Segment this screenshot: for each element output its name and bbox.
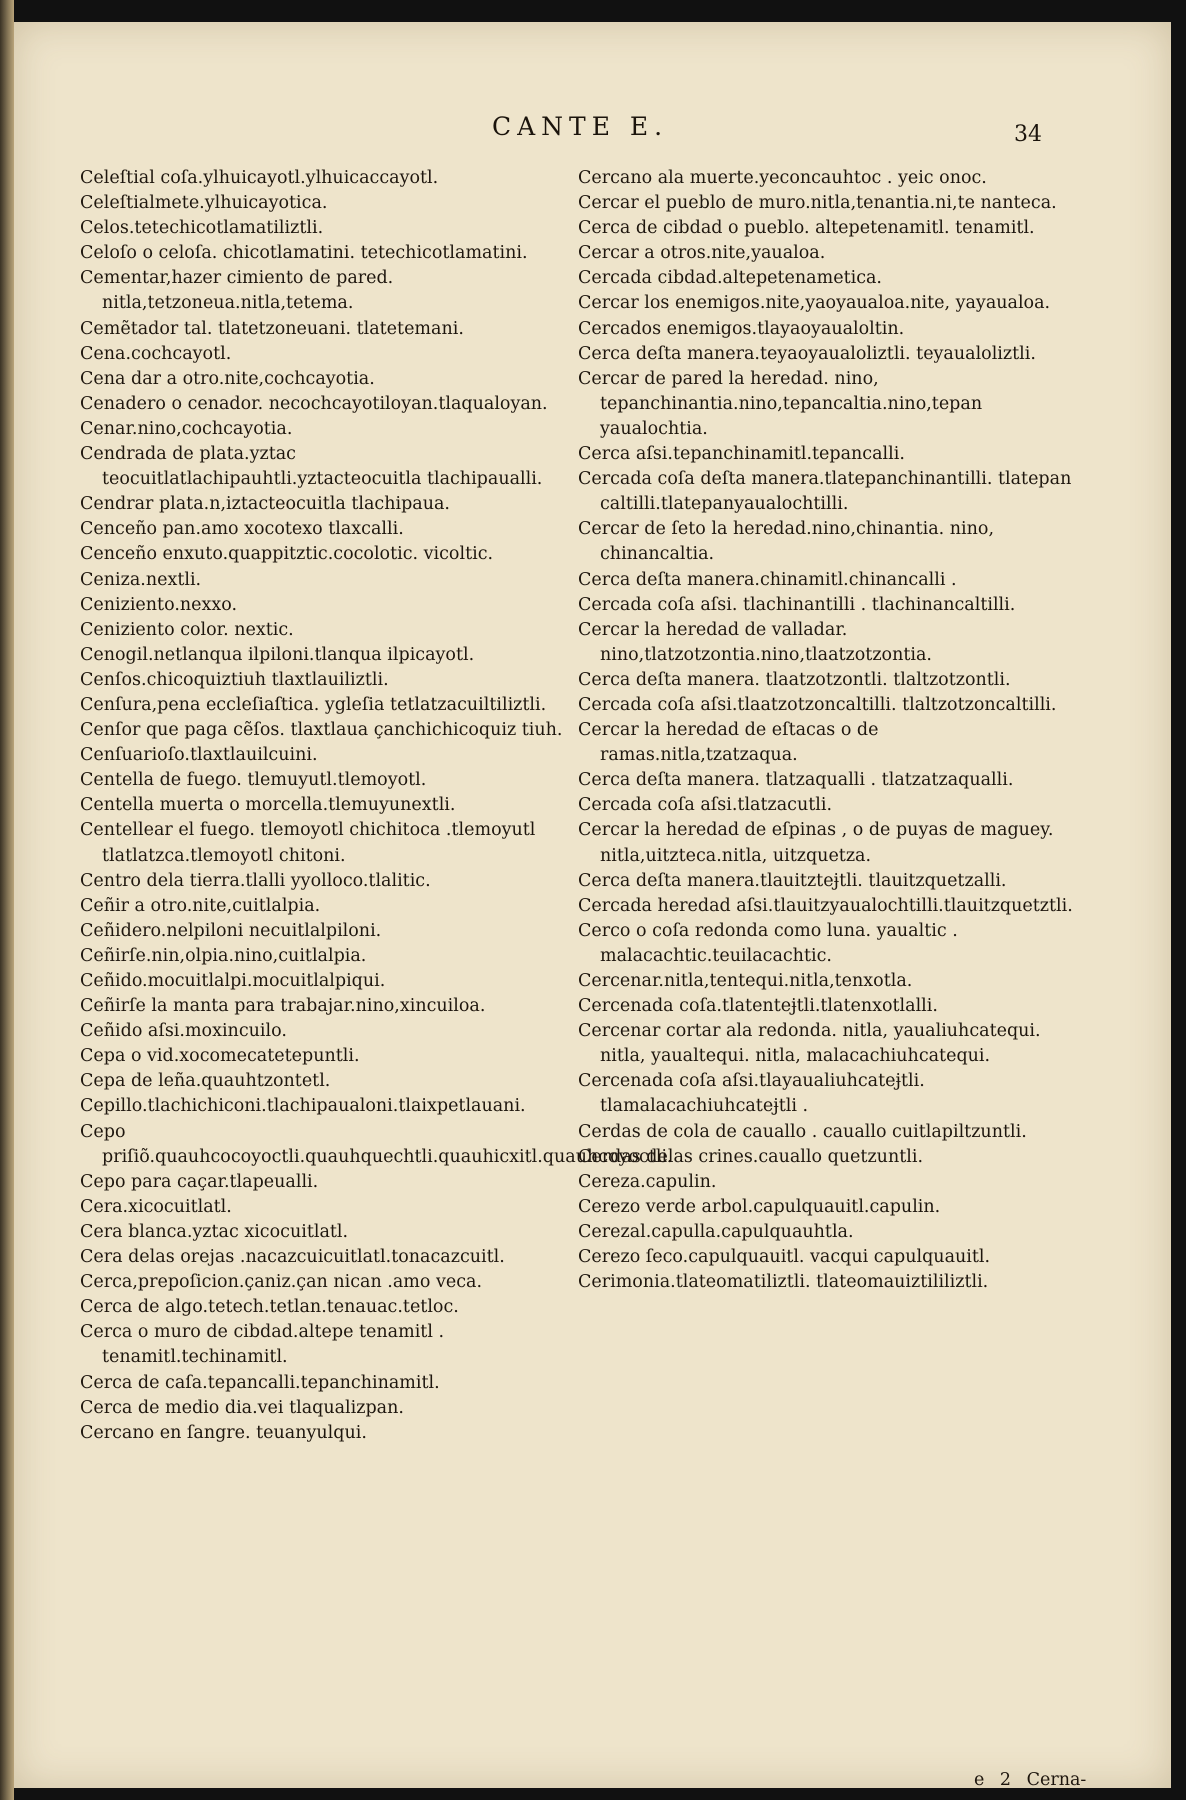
dictionary-entry: Centellear el fuego. tlemoyotl chichitoca .tlemoyutl tlatlatzca.tlemoyotl chitoni. xyxy=(80,820,536,866)
dictionary-entry: Cera blanca.yztac xicocuitlatl. xyxy=(80,1221,349,1242)
dictionary-entry: Cercenar cortar ala redonda. nitla, yaualiuhcatequi. nitla, yaualtequi. nitla, malacachiuhcatequi. xyxy=(578,1021,1041,1067)
dictionary-entry: Centro dela tierra.tlalli yyolloco.tlalitic. xyxy=(80,870,431,891)
dictionary-entry: Cerdas de cola de cauallo . cauallo cuitlapiltzuntli. xyxy=(578,1121,1027,1142)
dictionary-entry: Celos.tetechicotlamatiliztli. xyxy=(80,218,324,239)
dictionary-entry: Cepillo.tlachichiconi.tlachipaualoni.tlaixpetlauani. xyxy=(80,1096,526,1117)
dictionary-entry: Ceniziento.nexxo. xyxy=(80,594,238,615)
dictionary-entry: Cerca de algo.tetech.tetlan.tenauac.tetloc. xyxy=(80,1297,459,1318)
dictionary-entry: Cepo para caçar.tlapeualli. xyxy=(80,1171,319,1192)
dictionary-entry: Ceñido aſsi.moxincuilo. xyxy=(80,1021,287,1042)
dictionary-entry: Ceniza.nextli. xyxy=(80,569,202,590)
dictionary-entry: Cercada coſa aſsi.tlaatzotzoncaltilli. tlaltzotzoncaltilli. xyxy=(578,694,1057,715)
dictionary-entry: Cenadero o cenador. necochcayotiloyan.tlaqualoyan. xyxy=(80,393,548,414)
dictionary-entry: Cerimonia.tlateomatiliztli. tlateomauiztililiztli. xyxy=(578,1272,989,1293)
dictionary-entry: Cercar a otros.nite,yaualoa. xyxy=(578,243,826,264)
dictionary-entry: Cena.cochcayotl. xyxy=(80,343,232,364)
dictionary-entry: Cerca de cibdad o pueblo. altepetenamitl. tenamitl. xyxy=(578,218,1035,239)
dictionary-entry: Celeſtialmete.ylhuicayotica. xyxy=(80,193,328,214)
dictionary-entry: Cerezal.capulla.capulquauhtla. xyxy=(578,1221,854,1242)
dictionary-entry: Cenceño pan.amo xocotexo tlaxcalli. xyxy=(80,519,404,540)
dictionary-entry: Cenceño enxuto.quappitztic.cocolotic. vicoltic. xyxy=(80,544,494,565)
running-head: CANTE E. xyxy=(492,112,669,141)
dictionary-entry: Cera.xicocuitlatl. xyxy=(80,1196,232,1217)
dictionary-entry: Ceñirſe la manta para trabajar.nino,xincuiloa. xyxy=(80,996,486,1017)
dictionary-entry: Ceñidero.nelpiloni necuitlalpiloni. xyxy=(80,920,382,941)
dictionary-entry: Cercenada coſa aſsi.tlayaualiuhcateɉtli. tlamalacachiuhcateɉtli . xyxy=(578,1071,925,1117)
dictionary-entry: Cenſura,pena eccleſiaſtica. ygleſia tetlatzacuiltiliztli. xyxy=(80,694,547,715)
dictionary-entry: Cerca o muro de cibdad.altepe tenamitl . tenamitl.techinamitl. xyxy=(80,1322,445,1368)
dictionary-entry: Cercada coſa aſsi. tlachinantilli . tlachinancaltilli. xyxy=(578,594,1016,615)
dictionary-entry: Ceñido.mocuitlalpi.mocuitlalpiqui. xyxy=(80,971,386,991)
dictionary-entry: Celeſtial coſa.ylhuicayotl.ylhuicaccayotl. xyxy=(80,168,439,188)
dictionary-entry: Cenſor que paga cẽſos. tlaxtlaua çanchichicoquiz tiuh. xyxy=(80,720,563,741)
dictionary-entry: Cera delas orejas .nacazcuicuitlatl.tonacazcuitl. xyxy=(80,1247,505,1268)
dictionary-entry: Cementar,hazer cimiento de pared. nitla,tetzoneua.nitla,tetema. xyxy=(80,268,394,314)
dictionary-entry: Cendrada de plata.yztac teocuitlatlachipauhtli.yztacteocuitla tlachipaualli. xyxy=(80,444,543,490)
folio-number: 34 xyxy=(1014,122,1042,147)
dictionary-entry: Ceñir a otro.nite,cuitlalpia. xyxy=(80,895,321,916)
dictionary-entry: Cercar los enemigos.nite,yaoyaualoa.nite, yayaualoa. xyxy=(578,293,1051,314)
dictionary-entry: Cenſos.chicoquiztiuh tlaxtlauiliztli. xyxy=(80,669,389,690)
dictionary-entry: Cercados enemigos.tlayaoyaualoltin. xyxy=(578,318,905,339)
dictionary-entry: Cercano ala muerte.yeconcauhtoc . yeic onoc. xyxy=(578,168,987,188)
right-column xyxy=(578,166,1078,1295)
dictionary-entry: Cerca de caſa.tepancalli.tepanchinamitl. xyxy=(80,1372,440,1393)
dictionary-entry: Cerco o coſa redonda como luna. yaualtic . malacachtic.teuilacachtic. xyxy=(578,920,958,966)
dictionary-entry: Cercada cibdad.altepetenametica. xyxy=(578,268,882,289)
dictionary-entry: Cerdas delas crines.cauallo quetzuntli. xyxy=(578,1146,924,1167)
dictionary-entry: Cercano en ſangre. teuanyulqui. xyxy=(80,1422,367,1443)
dictionary-entry: Cerca deſta manera.chinamitl.chinancalli . xyxy=(578,569,957,590)
catchword: e 2 Cerna- xyxy=(974,1770,1087,1790)
book-page xyxy=(14,22,1171,1788)
dictionary-entry: Ceniziento color. nextic. xyxy=(80,619,294,640)
dictionary-entry: Cercar de pared la heredad. nino, tepanchinantia.nino,tepancaltia.nino,tepan yaualochtia. xyxy=(578,368,983,439)
dictionary-entry: Cercenar.nitla,tentequi.nitla,tenxotla. xyxy=(578,971,913,991)
dictionary-entry: Cercar la heredad de valladar. nino,tlatzotzontia.nino,tlaatzotzontia. xyxy=(578,619,932,665)
dictionary-entry: Cercar el pueblo de muro.nitla,tenantia.ni,te nanteca. xyxy=(578,193,1057,214)
dictionary-entry: Ceñirſe.nin,olpia.nino,cuitlalpia. xyxy=(80,945,367,966)
dictionary-entry: Cendrar plata.n,iztacteocuitla tlachipaua. xyxy=(80,494,450,515)
dictionary-entry: Cerezo verde arbol.capulquauitl.capulin. xyxy=(578,1196,941,1217)
dictionary-entry: Celoſo o celoſa. chicotlamatini. tetechicotlamatini. xyxy=(80,243,528,264)
dictionary-entry: Cerca de medio dia.vei tlaqualizpan. xyxy=(80,1397,404,1418)
dictionary-entry: Cenar.nino,cochcayotia. xyxy=(80,418,293,439)
dictionary-entry: Cerezo ſeco.capulquauitl. vacqui capulquauitl. xyxy=(578,1247,991,1268)
dictionary-entry: Cercar de ſeto la heredad.nino,chinantia. nino, chinancaltia. xyxy=(578,519,995,565)
dictionary-entry: Cepa o vid.xocomecatetepuntli. xyxy=(80,1046,360,1067)
dictionary-entry: Cercenada coſa.tlatenteɉtli.tlatenxotlalli. xyxy=(578,996,938,1017)
dictionary-entry: Cepo priſiõ.quauhcocoyoctli.quauhquechtli.quauhicxitl.quauhcoyoctli. xyxy=(80,1121,673,1167)
dictionary-entry: Cerca deſta manera. tlaatzotzontli. tlaltzotzontli. xyxy=(578,669,1011,690)
dictionary-entry: Cereza.capulin. xyxy=(578,1171,717,1192)
dictionary-entry: Cenſuarioſo.tlaxtlauilcuini. xyxy=(80,745,318,766)
dictionary-entry: Cercada heredad aſsi.tlauitzyaualochtilli.tlauitzquetztli. xyxy=(578,895,1073,916)
facing-page-edge xyxy=(0,0,14,1800)
dictionary-entry: Cerca deſta manera.tlauitzteɉtli. tlauitzquetzalli. xyxy=(578,870,1007,891)
dictionary-entry: Cerca,prepoſicion.çaniz.çan nican .amo veca. xyxy=(80,1272,483,1293)
dictionary-entry: Cercar la heredad de eſtacas o de ramas.nitla,tzatzaqua. xyxy=(578,720,879,766)
dictionary-entry: Cercada coſa aſsi.tlatzacutli. xyxy=(578,795,833,816)
dictionary-entry: Cerca deſta manera. tlatzaqualli . tlatzatzaqualli. xyxy=(578,770,1014,791)
dictionary-entry: Cerca aſsi.tepanchinamitl.tepancalli. xyxy=(578,444,905,465)
dictionary-entry: Cerca deſta manera.teyaoyaualoliztli. teyaualoliztli. xyxy=(578,343,1036,364)
dictionary-entry: Cercada coſa deſta manera.tlatepanchinantilli. tlatepan caltilli.tlatepanyaualochtilli. xyxy=(578,469,1072,515)
dictionary-entry: Cepa de leña.quauhtzontetl. xyxy=(80,1071,331,1092)
dictionary-entry: Centella de fuego. tlemuyutl.tlemoyotl. xyxy=(80,770,427,791)
dictionary-entry: Cena dar a otro.nite,cochcayotia. xyxy=(80,368,375,389)
dictionary-entry: Cenogil.netlanqua ilpiloni.tlanqua ilpicayotl. xyxy=(80,644,475,665)
dictionary-entry: Centella muerta o morcella.tlemuyunextli. xyxy=(80,795,456,816)
dictionary-entry: Cemẽtador tal. tlatetzoneuani. tlatetemani. xyxy=(80,318,464,339)
dictionary-entry: Cercar la heredad de eſpinas , o de puyas de maguey. nitla,uitzteca.nitla, uitzquetza. xyxy=(578,820,1054,866)
